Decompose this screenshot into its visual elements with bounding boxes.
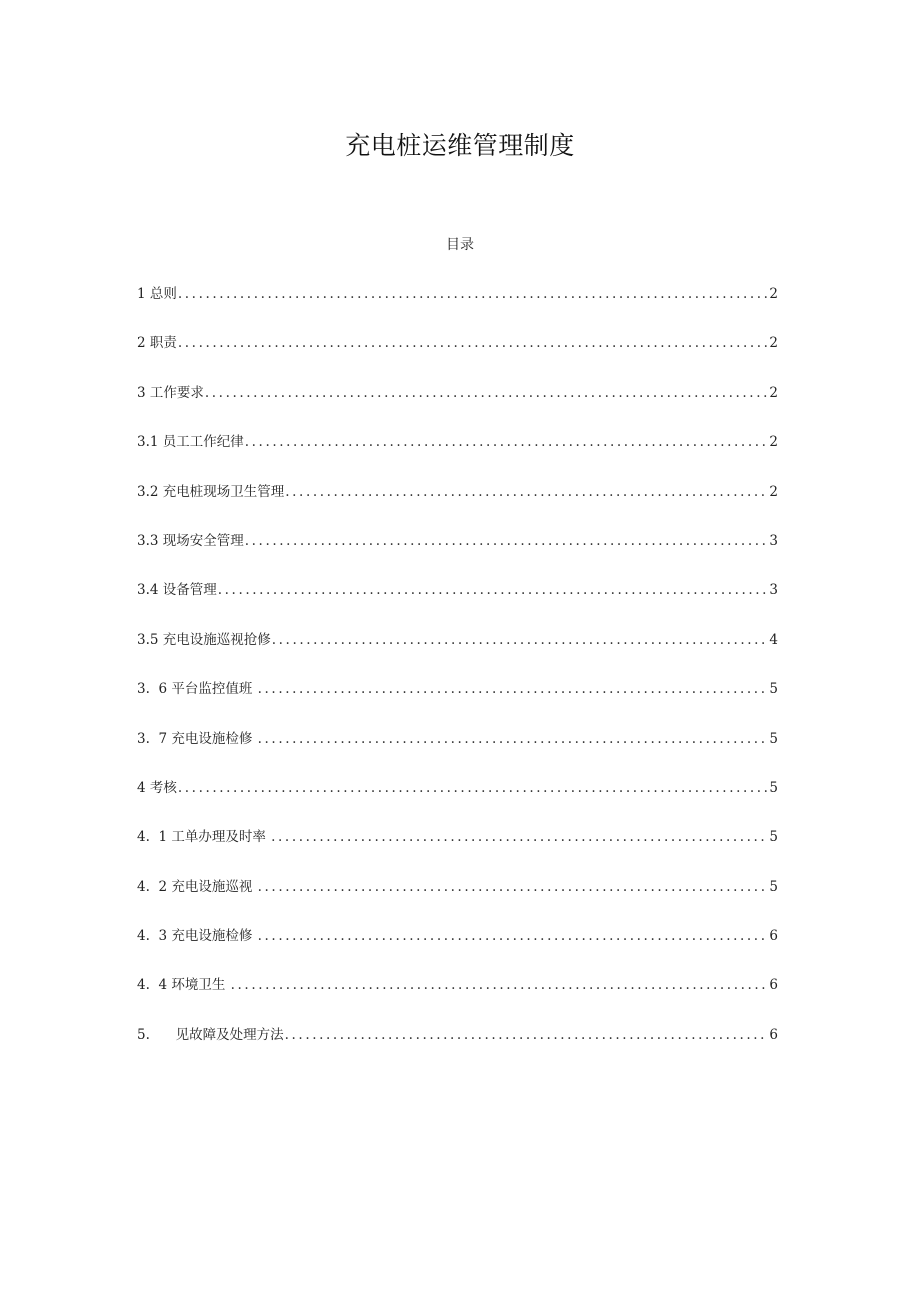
- toc-entry-label: 4. 3 充电设施检修: [137, 928, 257, 945]
- toc-dot-leader: [178, 777, 769, 799]
- toc-entry-label: 4. 4 环境卫生: [137, 977, 230, 994]
- toc-entry-label: 2 职责: [137, 335, 177, 352]
- toc-entry-page: 5: [769, 730, 778, 747]
- toc-entry[interactable]: [137, 629, 778, 678]
- toc-entry-page: 6: [769, 977, 778, 994]
- toc-entry[interactable]: [137, 925, 778, 974]
- toc-entry-page: 6: [769, 928, 778, 945]
- toc-entry-page: 3: [769, 582, 778, 599]
- toc-entry-label: 4. 1 工单办理及时率: [137, 829, 271, 846]
- toc-entry-page: 5: [769, 878, 778, 895]
- toc-dot-leader: [178, 283, 769, 305]
- toc-entry-page: 6: [769, 1026, 778, 1043]
- toc-entry-label: 3. 7 充电设施检修: [137, 730, 257, 747]
- toc-entry-page: 2: [769, 483, 778, 500]
- toc-dot-leader: [285, 1024, 769, 1046]
- toc-entry[interactable]: [137, 678, 778, 727]
- toc-dot-leader: [271, 826, 768, 848]
- toc-dot-leader: [218, 579, 769, 601]
- toc-entry[interactable]: [137, 777, 778, 826]
- toc-dot-leader: [205, 382, 769, 404]
- table-of-contents: [137, 283, 778, 1073]
- toc-entry-label: 5. 见故障及处理方法: [137, 1026, 284, 1043]
- toc-entry[interactable]: [137, 530, 778, 579]
- toc-entry[interactable]: [137, 1024, 778, 1073]
- toc-heading: 目录: [446, 237, 474, 253]
- toc-entry-page: 2: [769, 286, 778, 302]
- toc-entry-label: 4 考核: [137, 779, 177, 796]
- toc-entry[interactable]: [137, 431, 778, 480]
- toc-dot-leader: [231, 974, 769, 996]
- toc-entry-label: 3.5 充电设施巡视抢修: [137, 631, 271, 648]
- toc-dot-leader: [258, 876, 769, 898]
- toc-entry-page: 4: [769, 631, 778, 648]
- toc-entry-label: 4. 2 充电设施巡视: [137, 878, 257, 895]
- toc-entry[interactable]: [137, 332, 778, 381]
- toc-entry-label: 3.1 员工工作纪律: [137, 434, 244, 451]
- toc-dot-leader: [258, 678, 769, 700]
- toc-entry[interactable]: [137, 974, 778, 1023]
- toc-dot-leader: [285, 481, 768, 503]
- page-title: 充电桩运维管理制度: [345, 131, 575, 160]
- toc-entry-page: 5: [769, 779, 778, 796]
- toc-entry-label: 3. 6 平台监控值班: [137, 681, 257, 698]
- toc-dot-leader: [258, 728, 769, 750]
- toc-entry[interactable]: [137, 826, 778, 875]
- toc-entry-label: 1 总则: [137, 286, 177, 302]
- toc-entry-page: 2: [769, 335, 778, 352]
- toc-dot-leader: [258, 925, 769, 947]
- toc-dot-leader: [245, 530, 769, 552]
- toc-entry[interactable]: [137, 283, 778, 332]
- toc-entry-label: 3.3 现场安全管理: [137, 532, 244, 549]
- toc-entry[interactable]: [137, 481, 778, 530]
- toc-entry[interactable]: [137, 876, 778, 925]
- toc-entry-page: 5: [769, 829, 778, 846]
- toc-entry-page: 5: [769, 681, 778, 698]
- toc-entry[interactable]: [137, 579, 778, 628]
- toc-entry[interactable]: [137, 728, 778, 777]
- toc-entry-label: 3.2 充电桩现场卫生管理: [137, 483, 285, 500]
- toc-dot-leader: [178, 332, 769, 354]
- toc-dot-leader: [245, 431, 769, 453]
- toc-entry-page: 2: [769, 434, 778, 451]
- toc-entry-page: 2: [769, 384, 778, 401]
- toc-entry[interactable]: [137, 382, 778, 431]
- toc-entry-label: 3 工作要求: [137, 384, 204, 401]
- toc-entry-page: 3: [769, 532, 778, 549]
- toc-dot-leader: [272, 629, 769, 651]
- toc-entry-label: 3.4 设备管理: [137, 582, 217, 599]
